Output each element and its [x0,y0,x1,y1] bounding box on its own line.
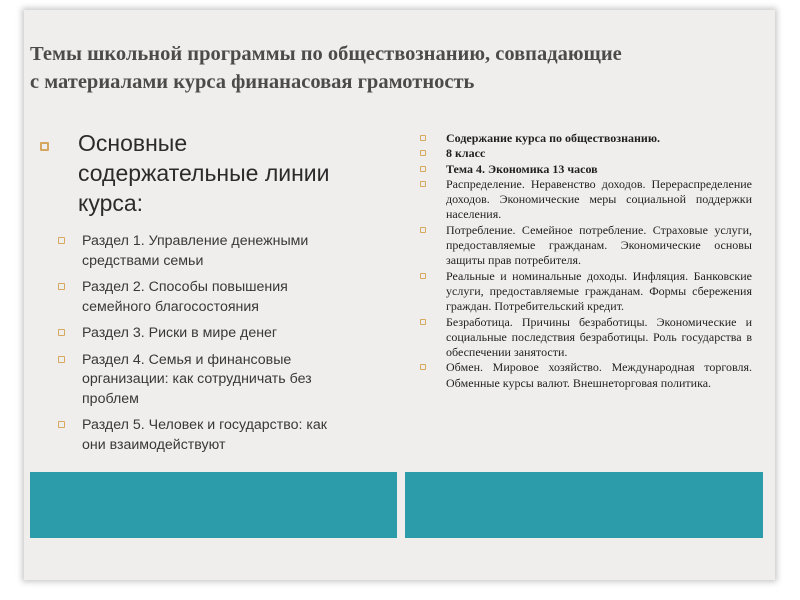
left-heading-row [40,128,345,218]
section-item-text: Раздел 4. Семья и финансовые организации: как сотрудничать без проблем [82,351,312,407]
list-item [420,177,752,223]
bullet-icon [58,421,65,428]
decorative-band-right [405,472,763,538]
section-item-text: Раздел 5. Человек и государство: как они взаимодействуют [82,417,327,453]
list-item [40,324,345,344]
list-item [420,360,752,391]
bullet-icon [40,142,49,151]
bullet-icon [420,181,426,187]
title-line-2: с материалами курса финанасовая грамотность [30,71,475,93]
bullet-icon [420,135,426,141]
content-item-text: Тема 4. Экономика 13 часов [446,161,598,176]
decorative-band-left [30,472,397,538]
list-item [420,223,752,269]
section-item-text: Раздел 3. Риски в мире денег [82,325,278,341]
section-list [40,232,345,455]
section-item-text: Раздел 1. Управление денежными средствами семьи [82,233,309,269]
content-item-text: Безработица. Причины безработицы. Экономические и социальные последствия безработицы. Роль государства в обеспечении занятости. [446,314,752,360]
left-column [40,128,345,462]
content-item-text: Реальные и номинальные доходы. Инфляция. Банковские услуги, предоставляемые гражданам. Формы сбережения граждан. Потребительский кредит. [446,268,752,314]
content-item-text: Потребление. Семейное потребление. Страховые услуги, предоставляемые гражданам. Экономические основы защиты прав потребителя. [446,222,752,268]
bullet-icon [58,356,65,363]
section-item-text: Раздел 2. Способы повышения семейного благосостояния [82,279,288,315]
title-line-1: Темы школьной программы по обществознанию, совпадающие [30,43,622,65]
left-heading: Основные содержательные линии курса: [78,130,330,216]
list-item [40,351,345,410]
list-item [40,416,345,455]
content-item-text: Распределение. Неравенство доходов. Перераспределение доходов. Экономические меры социальной поддержки населения. [446,176,752,222]
list-item [40,232,345,271]
content-list [420,131,752,391]
bullet-icon [58,237,65,244]
list-item [40,278,345,317]
bullet-icon [420,227,426,233]
bullet-icon [420,273,426,279]
bullet-icon [420,364,426,370]
slide-title [30,40,730,96]
list-item [420,131,752,146]
bullet-icon [58,329,65,336]
content-item-text: Обмен. Мировое хозяйство. Международная торговля. Обменные курсы валют. Внешнеторговая политика. [446,360,752,390]
bullet-icon [58,283,65,290]
bullet-icon [420,150,426,156]
content-item-text: 8 класс [446,146,486,161]
content-item-text: Содержание курса по обществознанию. [446,131,661,145]
right-column [420,131,752,391]
list-item [420,146,752,161]
bullet-icon [420,166,426,172]
list-item [420,269,752,315]
list-item [420,162,752,177]
bullet-icon [420,319,426,325]
list-item [420,315,752,361]
